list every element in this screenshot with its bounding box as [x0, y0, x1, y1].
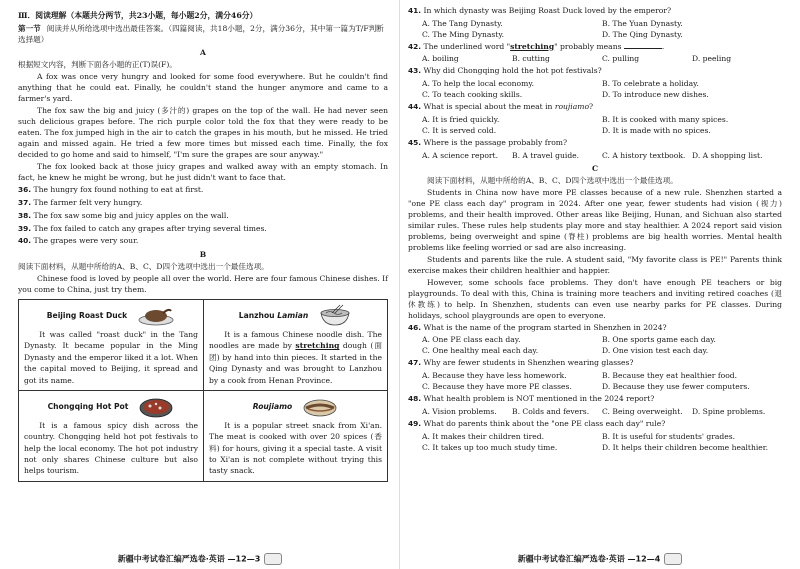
question-49: 49. What do parents think about the "one PE class each day" rule? — [408, 418, 666, 428]
options-48 — [408, 406, 782, 417]
option[interactable]: C. Because they have more PE classes. — [422, 382, 572, 392]
option[interactable]: B. One sports game each day. — [602, 335, 716, 345]
logo-badge-icon — [664, 553, 682, 565]
question-48: 48. What health problem is NOT mentioned in the 2024 report? — [408, 394, 655, 404]
food-description: It is a famous spicy dish across the country. Chongqing held hot pot festivals to help the local economy. The hot pot industry not only shares Chinese culture but also helps tourism. — [24, 420, 198, 476]
right-page — [400, 0, 800, 569]
underlined-word: stretching — [295, 341, 340, 351]
option[interactable]: A. The Tang Dynasty. — [422, 18, 503, 28]
food-title: Chongqing Hot Pot — [47, 402, 129, 412]
option[interactable]: B. Because they eat healthier food. — [602, 371, 738, 381]
food-title: Roujiamo — [252, 402, 293, 412]
food-title: Beijing Roast Duck — [46, 311, 128, 321]
food-card-roujiamo — [203, 390, 387, 481]
option[interactable]: A. One PE class each day. — [422, 335, 521, 345]
options-47 — [408, 370, 782, 392]
option[interactable]: A. boiling — [422, 54, 459, 64]
option[interactable]: B. A travel guide. — [512, 150, 580, 160]
options-46 — [408, 334, 782, 356]
food-card-roast-duck — [19, 300, 203, 390]
option[interactable]: D. Because they use fewer computers. — [602, 382, 750, 392]
food-title: Lanzhou Lamian — [238, 311, 309, 321]
part1-instruction: 第一节 阅读并从所给选项中选出最佳答案。（四篇阅读，共18小题，2分，满分36分，其中第一篇为T/F判断选择题） — [18, 24, 384, 45]
passage-b-letter: B — [199, 249, 207, 259]
options-49 — [408, 431, 782, 453]
option[interactable]: A. It is fried quickly. — [422, 114, 500, 124]
option[interactable]: A. It makes their children tired. — [422, 431, 544, 441]
option[interactable]: C. One healthy meal each day. — [422, 346, 539, 356]
right-column — [408, 0, 782, 453]
question-44: 44. What is special about the meat in roujiamo? — [408, 102, 594, 112]
hot-pot-icon — [138, 395, 174, 419]
option[interactable]: C. It is served cold. — [422, 125, 497, 135]
question-36: 36. The hungry fox found nothing to eat at first. — [18, 185, 204, 195]
options-44 — [408, 114, 782, 136]
option[interactable]: D. The Qing Dynasty. — [602, 29, 683, 39]
page-footer: 新疆中考试卷汇编严选卷·英语 —12—3 — [0, 553, 400, 565]
passage-c-paragraph: Students in China now have more PE classes because of a new rule. Shenzhen started a "one PE class each day" program in 2024. After one year, fewer students had vision (视力) problems, and their health improved. Other areas like Beijing, Hunan, and Sichuan also started similar rules. These rules help students play more and stay healthier. A 2024 report said vision problems, being overweight and spine (脊柱) problems are big health worries. Mental health problems like feeling worried or sad are also increasing. — [408, 187, 782, 252]
question-42: 42. The underlined word "stretching" probably means . — [408, 41, 665, 51]
option[interactable]: C. The Ming Dynasty. — [422, 29, 505, 39]
option[interactable]: D. A shopping list. — [692, 150, 763, 160]
food-description: It is a popular street snack from Xi'an. The meat is cooked with over 20 spices (香料) for hours, giving it a special taste. A visit to Xi'an is not complete without trying this tasty snack. — [209, 420, 382, 476]
option[interactable]: B. It is useful for students' grades. — [602, 431, 736, 441]
options-43 — [408, 78, 782, 100]
passage-c-letter: C — [591, 163, 599, 173]
option[interactable]: D. One vision test each day. — [602, 346, 709, 356]
passage-c-paragraph: Students and parents like the rule. A student said, "My favorite class is PE!" Parents think exercise makes their children healthier and happier. — [408, 254, 782, 275]
food-card-hot-pot — [19, 390, 203, 481]
question-47: 47. Why are fewer students in Shenzhen wearing glasses? — [408, 358, 634, 368]
option[interactable]: B. Colds and fevers. — [512, 406, 590, 416]
passage-b-intro: Chinese food is loved by people all over the world. Here are four famous Chinese dishes. If you come to China, just try them. — [18, 273, 388, 294]
left-column — [18, 0, 388, 482]
logo-badge-icon — [264, 553, 282, 565]
passage-a-letter: A — [200, 48, 206, 58]
food-description: It is a famous Chinese noodle dish. The noodles are made by stretching dough (面团) by hand into thin pieces. It started in the Qing Dynasty and was brought to Lanzhou by a cook from Henan Province. — [209, 329, 382, 385]
option[interactable]: A. Because they have less homework. — [422, 371, 567, 381]
question-41: 41. In which dynasty was Beijing Roast Duck loved by the emperor? — [408, 6, 672, 15]
option[interactable]: D. It helps their children become healthier. — [602, 442, 768, 452]
passage-c-instruction: 阅读下面材料，从题中所给的A、B、C、D四个选项中选出一个最佳选项。 — [427, 175, 678, 185]
option[interactable]: A. To help the local economy. — [422, 79, 535, 89]
food-card-lamian — [203, 300, 387, 390]
question-45: 45. Where is the passage probably from? — [408, 137, 568, 147]
option[interactable]: C. To teach cooking skills. — [422, 90, 523, 100]
option[interactable]: C. A history textbook. — [602, 150, 686, 160]
option[interactable]: A. A science report. — [422, 150, 498, 160]
options-42 — [408, 53, 782, 64]
part1-label: 第一节 — [18, 24, 41, 34]
option[interactable]: B. To celebrate a holiday. — [602, 79, 699, 89]
roast-duck-icon — [137, 305, 175, 327]
food-table — [18, 299, 388, 482]
passage-a-paragraph: The fox saw the big and juicy (多汁的) grapes on the top of the wall. He had never seen such delicious grapes before. The rich purple color told the fox that they were ready to be eaten. The fox jumped high in the air to catch the grapes in his mouth, but he missed. He tried again and missed again. He tried a few more times but missed each time. Finally, the fox decided to go home and said to himself, "I'm sure the grapes are sour anyway." — [18, 106, 388, 160]
question-37: 37. The farmer felt very hungry. — [18, 198, 143, 208]
option[interactable]: D. To introduce new dishes. — [602, 90, 709, 100]
question-46: 46. What is the name of the program started in Shenzhen in 2024? — [408, 322, 667, 332]
answer-blank[interactable] — [624, 41, 662, 49]
question-43: 43. Why did Chongqing hold the hot pot festivals? — [408, 66, 602, 76]
options-41 — [408, 18, 782, 40]
option[interactable]: C. Being overweight. — [602, 406, 683, 416]
option[interactable]: B. cutting — [512, 54, 550, 64]
option[interactable]: D. It is made with no spices. — [602, 125, 711, 135]
passage-a-paragraph: The fox looked back at those juicy grapes and walked away with an empty stomach. In fact, he knew he might be wrong, but he just didn't want to face that. — [18, 162, 388, 183]
option[interactable]: B. It is cooked with many spices. — [602, 114, 729, 124]
option[interactable]: A. Vision problems. — [422, 406, 497, 416]
option[interactable]: C. pulling — [602, 54, 640, 64]
passage-a-paragraph: A fox was once very hungry and looked for some food everywhere. But he couldn't find anything that he could eat. Finally, he couldn't stand the hunger anymore and came to a farmer's yard. — [18, 72, 388, 104]
noodle-bowl-icon — [318, 304, 352, 328]
section-title: Ⅲ．阅读理解（本题共分两节，共23小题，每小题2分，满分46分） — [18, 11, 258, 20]
passage-b-instruction: 阅读下面材料，从题中所给的A、B、C、D四个选项中选出一个最佳选项。 — [18, 261, 269, 271]
option[interactable]: C. It takes up too much study time. — [422, 442, 558, 452]
page-footer: 新疆中考试卷汇编严选卷·英语 —12—4 — [400, 553, 800, 565]
passage-c-paragraph: However, some schools face problems. They don't have enough PE teachers or big playgrounds. To deal with this, China is training more teachers and inviting retired coaches (退休教练) to help. In Shenzhen, students can even use nearby parks for PE classes. During holidays, school playgrounds are open to everyone. — [408, 277, 782, 320]
question-38: 38. The fox saw some big and juicy apples on the wall. — [18, 210, 229, 220]
passage-a-instruction: 根据短文内容，判断下面各小题的正(T)误(F)。 — [18, 60, 177, 70]
question-40: 40. The grapes were very sour. — [18, 236, 139, 246]
food-description: It was called "roast duck" in the Tang Dynasty. It became popular in the Ming Dynasty and the emperor liked it a lot. When the capital moved to Beijing, it spread and got its name. — [24, 329, 198, 385]
roujiamo-icon — [302, 396, 338, 418]
option[interactable]: D. Spine problems. — [692, 406, 766, 416]
option[interactable]: D. peeling — [692, 54, 732, 64]
question-39: 39. The fox failed to catch any grapes after trying several times. — [18, 223, 267, 233]
options-45 — [408, 150, 782, 161]
option[interactable]: B. The Yuan Dynasty. — [602, 18, 683, 28]
